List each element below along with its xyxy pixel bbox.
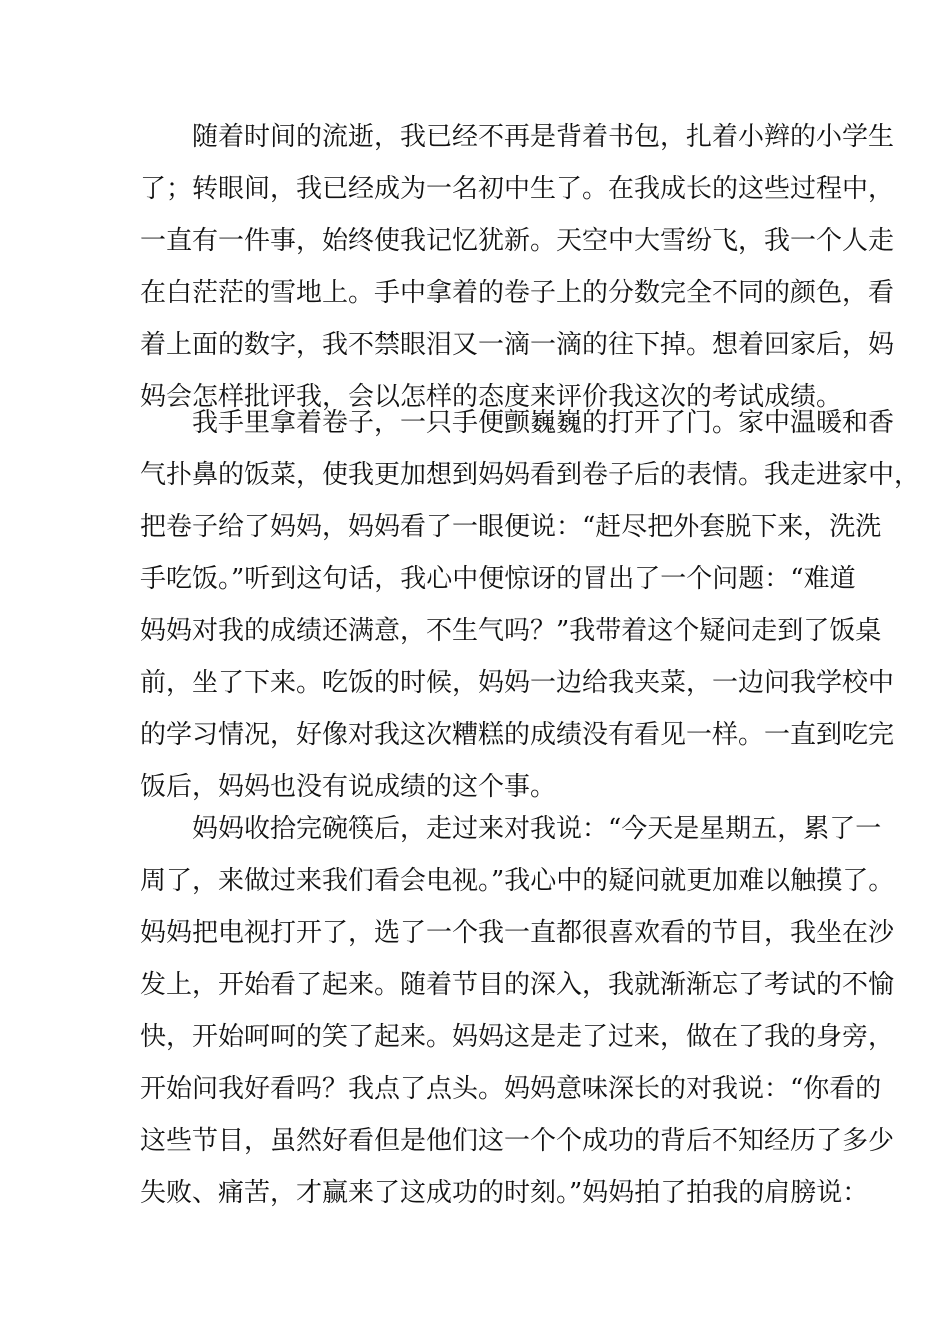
text-line: 手吃饭。”听到这句话，我心中便惊讶的冒出了一个问题：“难道 bbox=[140, 564, 856, 594]
paragraph-3 bbox=[140, 803, 894, 1219]
text-line: 妈妈对我的成绩还满意，不生气吗？”我带着这个疑问走到了饭桌 bbox=[140, 616, 882, 646]
text-line: 了；转眼间，我已经成为一名初中生了。在我成长的这些过程中， bbox=[140, 174, 895, 204]
text-line: 饭后，妈妈也没有说成绩的这个事。 bbox=[140, 772, 557, 802]
text-line: 把卷子给了妈妈，妈妈看了一眼便说：“赶尽把外套脱下来，洗洗 bbox=[140, 512, 882, 542]
text-line: 的学习情况，好像对我这次糟糕的成绩没有看见一样。一直到吃完 bbox=[140, 720, 895, 750]
paragraph-2 bbox=[140, 397, 920, 813]
text-line: 随着时间的流逝，我已经不再是背着书包，扎着小辫的小学生 bbox=[140, 122, 895, 152]
text-line: 快，开始呵呵的笑了起来。妈妈这是走了过来，做在了我的身旁， bbox=[140, 1022, 895, 1052]
text-line: 发上，开始看了起来。随着节目的深入，我就渐渐忘了考试的不愉 bbox=[140, 970, 895, 1000]
text-line: 我手里拿着卷子，一只手便颤巍巍的打开了门。家中温暖和香 bbox=[140, 408, 895, 438]
text-line: 在白茫茫的雪地上。手中拿着的卷子上的分数完全不同的颜色，看 bbox=[140, 278, 895, 308]
text-line: 妈妈把电视打开了，选了一个我一直都很喜欢看的节目，我坐在沙 bbox=[140, 918, 895, 948]
text-line: 开始问我好看吗？我点了点头。妈妈意味深长的对我说：“你看的 bbox=[140, 1074, 882, 1104]
text-line: 失败、痛苦，才赢来了这成功的时刻。”妈妈拍了拍我的肩膀说： bbox=[140, 1178, 869, 1208]
text-line: 气扑鼻的饭菜，使我更加想到妈妈看到卷子后的表情。我走进家中， bbox=[140, 460, 921, 490]
text-line: 妈妈收拾完碗筷后，走过来对我说：“今天是星期五，累了一 bbox=[140, 814, 882, 844]
paragraph-1 bbox=[140, 111, 894, 423]
text-line: 前，坐了下来。吃饭的时候，妈妈一边给我夹菜，一边问我学校中 bbox=[140, 668, 895, 698]
text-line: 周了，来做过来我们看会电视。”我心中的疑问就更加难以触摸了。 bbox=[140, 866, 895, 896]
text-line: 妈会怎样批评我，会以怎样的态度来评价我这次的考试成绩。 bbox=[140, 382, 843, 412]
text-line: 这些节目，虽然好看但是他们这一个个成功的背后不知经历了多少 bbox=[140, 1126, 895, 1156]
text-line: 着上面的数字，我不禁眼泪又一滴一滴的往下掉。想着回家后，妈 bbox=[140, 330, 895, 360]
text-line: 一直有一件事，始终使我记忆犹新。天空中大雪纷飞，我一个人走 bbox=[140, 226, 895, 256]
